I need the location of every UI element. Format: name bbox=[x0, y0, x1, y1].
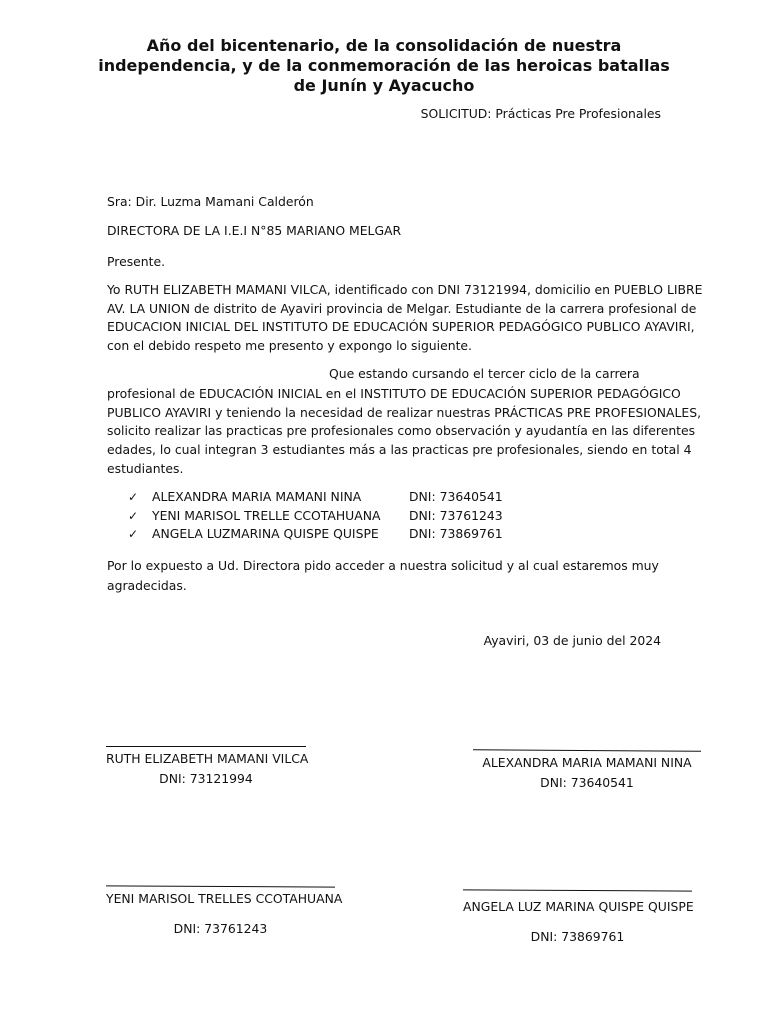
signer-name: YENI MARISOL TRELLES CCOTAHUANA bbox=[106, 891, 343, 906]
student-dni: DNI: 73761243 bbox=[409, 507, 503, 523]
student-dni: DNI: 73640541 bbox=[409, 489, 503, 504]
paragraph-line: solicito realizar las practicas pre profesionales como observación y ayudantía en las diferentes bbox=[107, 423, 696, 439]
student-dni: DNI: 73869761 bbox=[409, 526, 503, 541]
paragraph-line: Yo RUTH ELIZABETH MAMANI VILCA, identificado con DNI 73121994, domicilio en PUEBLO LIBRE bbox=[107, 282, 703, 297]
title-line: independencia, y de la conmemoración de las heroicas batallas bbox=[98, 56, 670, 75]
signer-name: ALEXANDRA MARIA MAMANI NINA bbox=[482, 755, 692, 770]
checkmark-icon: ✓ bbox=[128, 490, 139, 504]
paragraph-line: EDUCACION INICIAL DEL INSTITUTO DE EDUCACIÓN SUPERIOR PEDAGÓGICO PUBLICO AYAVIRI, bbox=[107, 319, 695, 335]
signature-line bbox=[106, 746, 306, 747]
paragraph-line: estudiantes. bbox=[107, 460, 184, 476]
solicitud-subject: SOLICITUD: Prácticas Pre Profesionales bbox=[420, 106, 661, 121]
paragraph-line: PUBLICO AYAVIRI y teniendo la necesidad de realizar nuestras PRÁCTICAS PRE PROFESIONALES, bbox=[107, 404, 702, 420]
signer-name: RUTH ELIZABETH MAMANI VILCA bbox=[106, 751, 309, 766]
signature-line bbox=[106, 885, 335, 887]
paragraph-line: profesional de EDUCACIÓN INICIAL en el INSTITUTO DE EDUCACIÓN SUPERIOR PEDAGÓGICO bbox=[107, 386, 681, 401]
signature-line bbox=[473, 749, 701, 752]
paragraph-line: con el debido respeto me presento y expongo lo siguiente. bbox=[107, 338, 472, 354]
checkmark-icon: ✓ bbox=[128, 527, 139, 541]
recipient-name: Sra: Dir. Luzma Mamani Calderón bbox=[107, 194, 314, 209]
student-name: YENI MARISOL TRELLE CCOTAHUANA bbox=[152, 507, 381, 523]
signature-block bbox=[463, 890, 692, 947]
signer-dni: DNI: 73121994 bbox=[159, 771, 253, 786]
student-name: ALEXANDRA MARIA MAMANI NINA bbox=[152, 489, 362, 504]
paragraph-line: Que estando cursando el tercer ciclo de la carrera bbox=[329, 366, 640, 381]
title-line: de Junín y Ayacucho bbox=[293, 76, 475, 95]
signature-block bbox=[106, 886, 343, 943]
student-name: ANGELA LUZMARINA QUISPE QUISPE bbox=[152, 526, 379, 541]
signer-dni: DNI: 73761243 bbox=[173, 921, 268, 936]
greeting: Presente. bbox=[107, 254, 166, 269]
signature-block bbox=[473, 750, 701, 793]
signer-dni: DNI: 73640541 bbox=[540, 775, 634, 790]
signature-block bbox=[106, 746, 309, 789]
closing-paragraph bbox=[107, 556, 660, 596]
signer-name: ANGELA LUZ MARINA QUISPE QUISPE bbox=[463, 899, 694, 914]
paragraph-line: AV. LA UNION de distrito de Ayaviri provincia de Melgar. Estudiante de la carrera profesional de bbox=[107, 300, 697, 316]
paragraph-line: agradecidas. bbox=[107, 578, 187, 593]
letter-date: Ayaviri, 03 de junio del 2024 bbox=[483, 633, 661, 648]
document-title bbox=[80, 36, 688, 96]
checkmark-icon: ✓ bbox=[128, 508, 139, 523]
title-line: Año del bicentenario, de la consolidación de nuestra bbox=[146, 36, 622, 55]
recipient-position: DIRECTORA DE LA I.E.I N°85 MARIANO MELGAR bbox=[107, 223, 402, 238]
paragraph-line: Por lo expuesto a Ud. Directora pido acceder a nuestra solicitud y al cual estaremos muy bbox=[107, 558, 659, 573]
signature-line bbox=[463, 889, 692, 891]
intro-paragraph bbox=[107, 281, 703, 356]
paragraph-line: edades, lo cual integran 3 estudiantes más a las practicas pre profesionales, siendo en total 4 bbox=[107, 442, 692, 458]
signer-dni: DNI: 73869761 bbox=[530, 929, 625, 944]
request-paragraph bbox=[107, 385, 702, 479]
